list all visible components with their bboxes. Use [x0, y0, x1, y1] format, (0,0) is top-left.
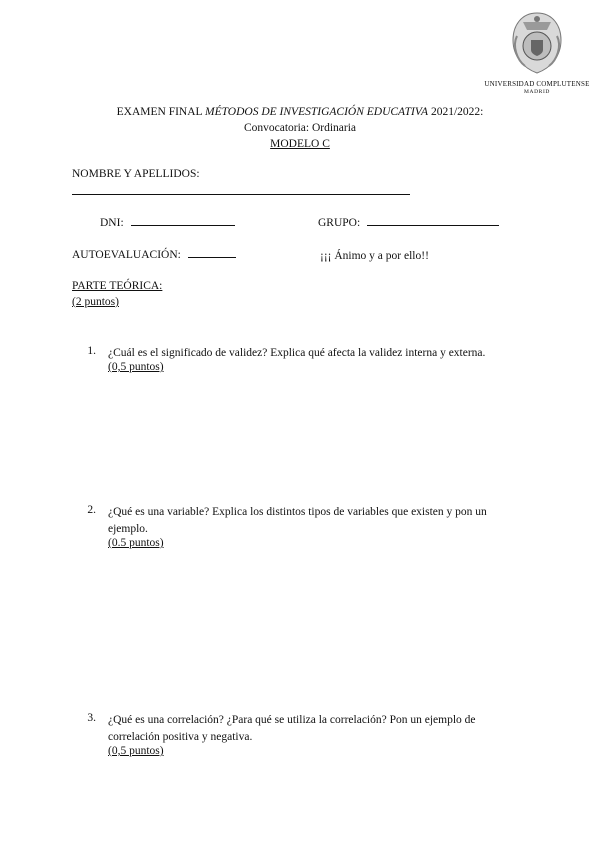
question-3-number: 3. [87, 712, 96, 724]
question-1-text: ¿Cuál es el significado de validez? Explica qué afecta la validez interna y externa. [108, 347, 486, 359]
nombre-label: NOMBRE Y APELLIDOS: [72, 168, 200, 180]
university-logo [483, 10, 591, 96]
university-seal-icon [509, 10, 565, 76]
dni-label: DNI: [100, 217, 124, 229]
exam-title [0, 106, 600, 118]
exam-title-prefix: EXAMEN FINAL [116, 106, 206, 118]
exam-year: 2021/2022: [428, 106, 484, 118]
exam-subject: MÉTODOS DE INVESTIGACIÓN EDUCATIVA [205, 106, 429, 118]
question-3-points: (0,5 puntos) [108, 745, 164, 757]
question-2-text: ¿Qué es una variable? Explica los distintos tipos de variables que existen y pon un ejemplo. [108, 506, 487, 535]
section-points: (2 puntos) [72, 296, 119, 308]
grupo-field[interactable] [367, 225, 499, 226]
autoevaluacion-field[interactable] [188, 257, 236, 258]
question-2-answer-area[interactable] [108, 558, 513, 698]
logo-city: MADRID [524, 89, 550, 95]
question-1-number: 1. [87, 345, 96, 357]
grupo-row [318, 217, 499, 229]
dni-field[interactable] [131, 225, 235, 226]
question-1-answer-area[interactable] [108, 382, 513, 492]
question-3-text: ¿Qué es una correlación? ¿Para qué se utiliza la correlación? Pon un ejemplo de correlación positiva y negativa. [108, 714, 476, 743]
question-2-points: (0.5 puntos) [108, 537, 164, 549]
section-title: PARTE TEÓRICA: [72, 280, 163, 292]
dni-row [100, 217, 235, 229]
exam-convocatoria: Convocatoria: Ordinaria [243, 122, 357, 134]
grupo-label: GRUPO: [318, 217, 361, 229]
autoevaluacion-label: AUTOEVALUACIÓN: [72, 249, 181, 261]
question-3-answer-area[interactable] [108, 766, 513, 836]
question-2-number: 2. [87, 504, 96, 516]
exam-model: MODELO C [270, 138, 330, 150]
question-1-points: (0,5 puntos) [108, 361, 164, 373]
autoevaluacion-row [72, 249, 236, 261]
logo-university-name: UNIVERSIDAD COMPLUTENSE [484, 80, 590, 88]
nombre-field[interactable] [72, 193, 410, 195]
motivation-text: ¡¡¡ Ánimo y a por ello!! [320, 250, 429, 262]
